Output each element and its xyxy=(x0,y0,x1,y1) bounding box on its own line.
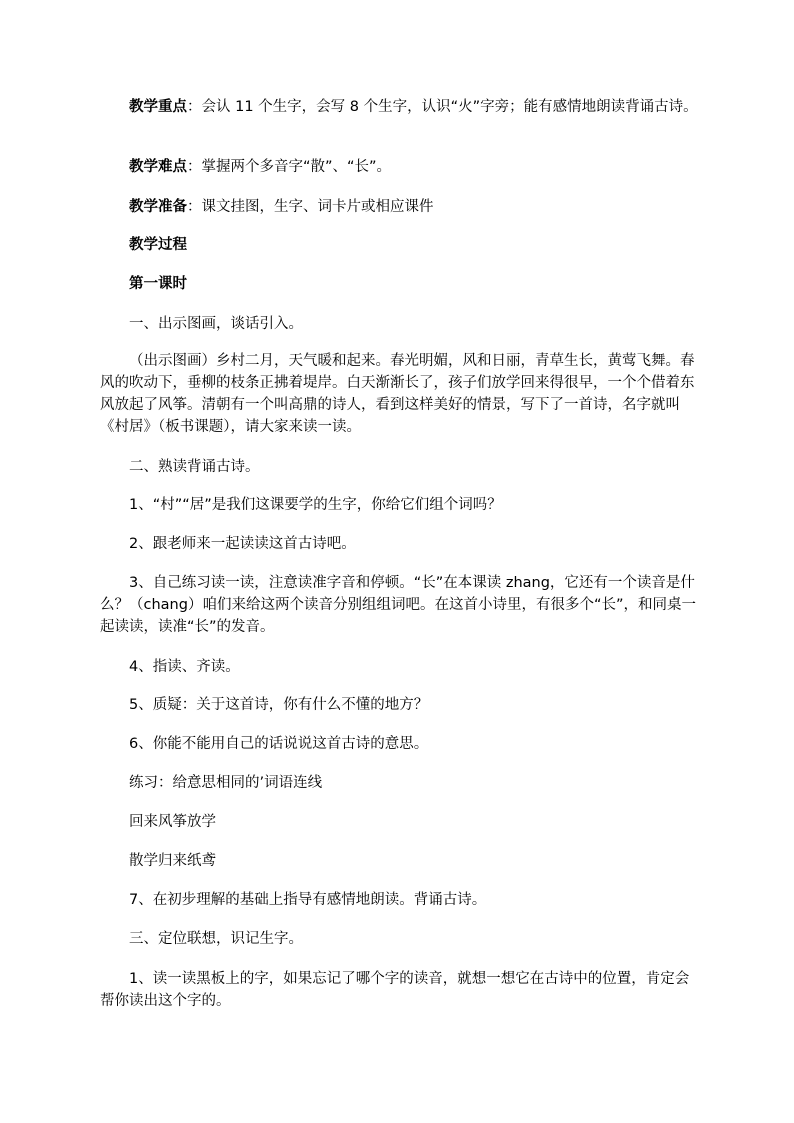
section-two-heading: 二、熟读背诵古诗。 xyxy=(129,459,260,475)
teaching-process-heading: 教学过程 xyxy=(129,237,187,253)
step-3: 3、自己练习读一读，注意读准字音和停顿。“长”在本课读 zhang，它还有一个读音是什么？（chang）咱们来给这两个读音分别组组词吧。在这首小诗里，有很多个“长”，和同桌一起读读，读准“长”的发音。 xyxy=(100,575,696,635)
section-one-paragraph: （出示图画）乡村二月，天气暖和起来。春光明媚，风和日丽，青草生长，黄莺飞舞。春风的吹动下，垂柳的枝条正拂着堤岸。白天渐渐长了，孩子们放学回来得很早，一个个借着东风放起了风筝。清朝有一个叫高鼎的诗人，看到这样美好的情景，写下了一首诗，名字就叫《村居》（板书课题），请大家来读一读。 xyxy=(100,353,695,435)
teaching-prep-text: ：课文挂图，生字、词卡片或相应课件 xyxy=(187,199,434,215)
step-4: 4、指读、齐读。 xyxy=(129,659,240,675)
step-6: 6、你能不能用自己的话说说这首古诗的意思。 xyxy=(129,736,429,752)
section-three-step-1: 1、读一读黑板上的字，如果忘记了哪个字的读音，就想一想它在古诗中的位置，肯定会帮你读出这个字的。 xyxy=(100,971,690,1009)
step-7: 7、在初步理解的基础上指导有感情地朗读。背诵古诗。 xyxy=(129,892,487,908)
exercise-words-row-1: 回来风筝放学 xyxy=(129,814,216,830)
step-5: 5、质疑：关于这首诗，你有什么不懂的地方？ xyxy=(129,697,429,713)
teaching-prep-paragraph xyxy=(100,196,700,218)
teaching-focus-paragraph xyxy=(100,96,700,118)
exercise-words-row-2: 散学归来纸鸢 xyxy=(129,853,216,869)
teaching-prep-label: 教学准备 xyxy=(129,199,187,215)
step-1: 1、“村”“居”是我们这课要学的生字，你给它们组个词吗？ xyxy=(129,497,502,513)
teaching-difficulty-text: ：掌握两个多音字“散”、“长”。 xyxy=(187,159,392,175)
teaching-difficulty-paragraph xyxy=(100,156,700,178)
exercise-heading: 练习：给意思相同的’词语连线 xyxy=(129,775,323,791)
step-2: 2、跟老师来一起读读这首古诗吧。 xyxy=(129,536,356,552)
lesson-one-heading: 第一课时 xyxy=(129,276,187,292)
teaching-difficulty-label: 教学难点 xyxy=(129,159,187,175)
section-one-heading: 一、出示图画，谈话引入。 xyxy=(129,316,303,332)
teaching-focus-text: ：会认 11 个生字，会写 8 个生字，认识“火”字旁；能有感情地朗读背诵古诗。 xyxy=(187,99,698,115)
teaching-focus-label: 教学重点 xyxy=(129,99,187,115)
section-three-heading: 三、定位联想，识记生字。 xyxy=(129,931,303,947)
